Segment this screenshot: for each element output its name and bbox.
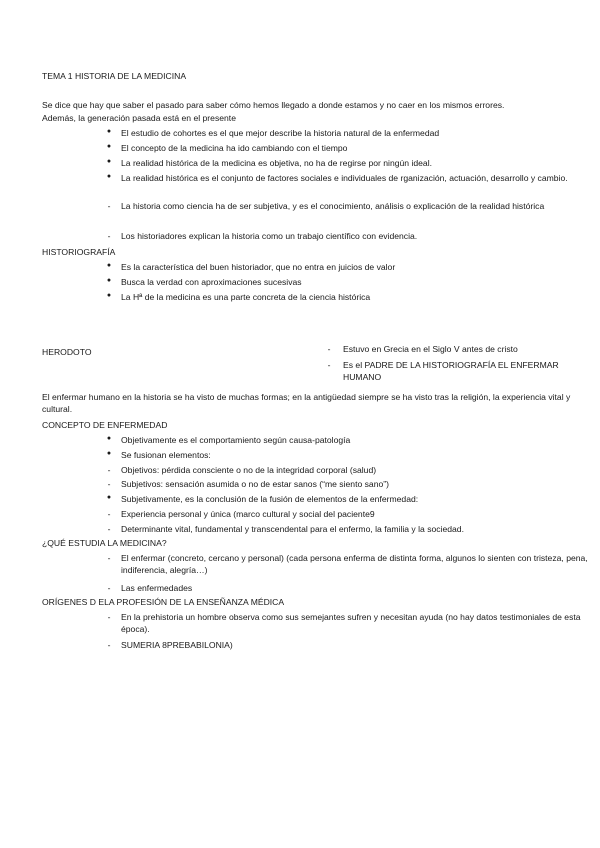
bullet-icon: ●	[106, 494, 112, 501]
list-item-text: Subjetivamente, es la conclusión de la fusión de elementos de la enfermedad:	[121, 494, 419, 504]
list-item-text: Las enfermedades	[121, 583, 193, 593]
bullet-icon: ●	[106, 435, 112, 442]
list-item-text: Determinante vital, fundamental y transcendental para el enfermo, la familia y la sociedad.	[121, 524, 464, 534]
dash-icon: -	[107, 553, 111, 563]
enfermar-paragraph: El enfermar humano en la historia se ha visto de muchas formas; en la antigüedad siempre se ha visto tras la religión, la experiencia vital y cultural.	[42, 392, 571, 414]
dash-icon: -	[107, 509, 111, 519]
list-item-text: Se fusionan elementos:	[121, 450, 211, 460]
list-item-text: Objetivamente es el comportamiento según causa-patología	[121, 435, 351, 445]
bullet-icon: ●	[106, 450, 112, 457]
bullet-icon: ●	[106, 158, 112, 165]
list-item-text: Experiencia personal y única (marco cultural y social del paciente9	[121, 509, 375, 519]
document-title: TEMA 1 HISTORIA DE LA MEDICINA	[42, 71, 187, 81]
list-item-text: SUMERIA 8PREBABILONIA)	[121, 640, 233, 650]
list-item-text: Estuvo en Grecia en el Siglo V antes de cristo	[343, 344, 518, 354]
dash-icon: -	[107, 231, 111, 241]
origenes-heading: ORÍGENES D ELA PROFESIÓN DE LA ENSEÑANZA MÉDICA	[42, 597, 285, 607]
list-item-text: Es la característica del buen historiador, que no entra en juicios de valor	[121, 262, 396, 272]
dash-icon: -	[107, 465, 111, 475]
dash-icon: -	[327, 360, 331, 370]
list-item-text: El estudio de cohortes es el que mejor describe la historia natural de la enfermedad	[121, 128, 440, 138]
dash-icon: -	[107, 479, 111, 489]
list-item-text: Busca la verdad con aproximaciones sucesivas	[121, 277, 302, 287]
bullet-icon: ●	[106, 292, 112, 299]
bullet-icon: ●	[106, 128, 112, 135]
dash-icon: -	[107, 612, 111, 622]
list-item-text: En la prehistoria un hombre observa como sus semejantes sufren y necesitan ayuda (no hay datos testimoniales de esta época).	[121, 612, 581, 634]
concepto-heading: CONCEPTO DE ENFERMEDAD	[42, 420, 168, 430]
dash-icon: -	[107, 201, 111, 211]
list-item-text: El enfermar (concreto, cercano y personal) (cada persona enferma de distinta forma, algunos lo sienten con tristeza, pena, indiferencia, alegría…)	[121, 553, 588, 575]
list-item-text: El concepto de la medicina ha ido cambiando con el tiempo	[121, 143, 348, 153]
bullet-icon: ●	[106, 277, 112, 284]
list-item-text: Es el PADRE DE LA HISTORIOGRAFÍA EL ENFERMAR HUMANO	[343, 360, 559, 382]
herodoto-heading: HERODOTO	[42, 347, 92, 357]
bullet-icon: ●	[106, 143, 112, 150]
historiografia-heading: HISTORIOGRAFÍA	[42, 247, 116, 257]
list-item-text: La historia como ciencia ha de ser subjetiva, y es el conocimiento, análisis o explicación de la realidad histórica	[121, 201, 545, 211]
list-item-text: La Hª de la medicina es una parte concreta de la ciencia histórica	[121, 292, 371, 302]
bullet-icon: ●	[106, 262, 112, 269]
dash-icon: -	[107, 524, 111, 534]
dash-icon: -	[107, 640, 111, 650]
list-item-text: Los historiadores explican la historia como un trabajo científico con evidencia.	[121, 231, 418, 241]
list-item-text: Objetivos: pérdida consciente o no de la integridad corporal (salud)	[121, 465, 377, 475]
list-item-text: La realidad histórica de la medicina es objetiva, no ha de regirse por ningún ideal.	[121, 158, 433, 168]
list-item-text: Subjetivos: sensación asumida o no de estar sanos (“me siento sano”)	[121, 479, 389, 489]
list-item-text: La realidad histórica es el conjunto de factores sociales e individuales de rganización, actuación, desarrollo y cambio.	[121, 173, 568, 183]
intro-line-2: Además, la generación pasada está en el presente	[42, 113, 236, 123]
bullet-icon: ●	[106, 173, 112, 180]
dash-icon: -	[107, 583, 111, 593]
que-estudia-heading: ¿QUÉ ESTUDIA LA MEDICINA?	[42, 538, 167, 548]
dash-icon: -	[327, 344, 331, 354]
intro-line-1: Se dice que hay que saber el pasado para saber cómo hemos llegado a donde estamos y no caer en los mismos errores.	[42, 100, 505, 110]
